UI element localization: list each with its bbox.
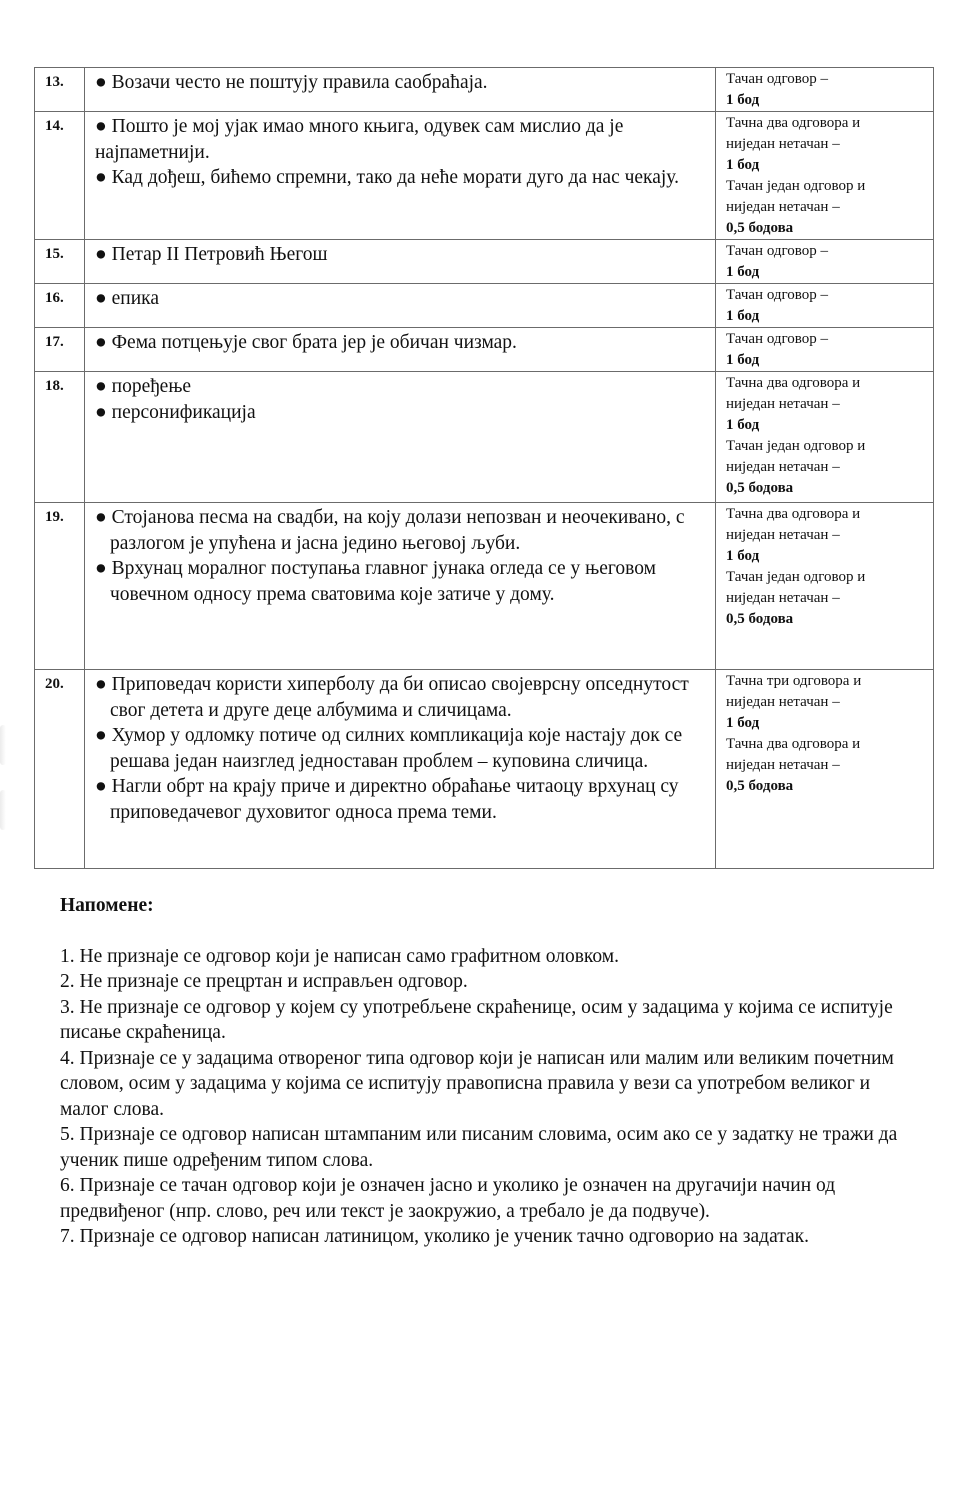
points-value: 1 бод xyxy=(726,715,760,731)
answer-text: ● Возачи често не поштују правила саобраћаја. xyxy=(95,72,488,93)
note-item: 6. Признаје се тачан одговор који је означен јасно и уколико је означен на другачији начин од предвиђеног (нпр. слово, реч или текст је заокружио, а требало је да подвуче). xyxy=(60,1175,836,1222)
points-value: 0,5 бодова xyxy=(726,778,794,794)
answer-key-body xyxy=(35,68,934,869)
answer-text: ● Хумор у одломку потиче од силних компликација које настају док се решава један наизглед једноставан проблем – куповина сличица. xyxy=(95,725,683,772)
notes-section xyxy=(60,893,910,1250)
answer-cell xyxy=(85,284,716,328)
table-row xyxy=(35,372,934,503)
note-item: 2. Не признаје се прецртан и исправљен одговор. xyxy=(60,971,468,992)
scoring-rule: Тачна три одговора и xyxy=(726,673,862,689)
note-item: 1. Не признаје се одговор који је написан само графитном оловком. xyxy=(60,945,619,967)
task-number: 13. xyxy=(35,68,85,112)
answer-cell xyxy=(85,328,716,372)
answer-text: ● Петар II Петровић Његош xyxy=(95,244,328,265)
scoring-cell xyxy=(716,670,934,869)
answer-key-table xyxy=(34,67,934,869)
table-row xyxy=(35,503,934,670)
page-edge-shadow xyxy=(0,790,6,830)
scoring-rule: ниједан нетачан – xyxy=(726,199,840,215)
scoring-rule: Тачна два одговора и xyxy=(726,736,861,752)
points-value: 0,5 бодова xyxy=(726,480,794,496)
task-number: 19. xyxy=(35,503,85,670)
task-number: 18. xyxy=(35,372,85,503)
scoring-rule: ниједан нетачан – xyxy=(726,590,840,606)
points-value: 1 бод xyxy=(726,548,760,564)
scoring-cell xyxy=(716,284,934,328)
scoring-rule: Тачан одговор – xyxy=(726,71,829,87)
points-value: 0,5 бодова xyxy=(726,611,794,627)
table-row xyxy=(35,240,934,284)
scoring-rule: Тачан одговор – xyxy=(726,331,829,347)
page-edge-shadow xyxy=(0,725,6,765)
answer-text: ● епика xyxy=(95,288,160,309)
answer-cell xyxy=(85,112,716,240)
table-row xyxy=(35,328,934,372)
task-number: 16. xyxy=(35,284,85,328)
scoring-cell xyxy=(716,503,934,670)
answer-cell xyxy=(85,372,716,503)
points-value: 1 бод xyxy=(726,92,760,108)
answer-cell xyxy=(85,240,716,284)
scoring-rule: Тачна два одговора и xyxy=(726,506,861,522)
table-row xyxy=(35,670,934,869)
scoring-rule: Тачна два одговора и xyxy=(726,375,861,391)
answer-cell xyxy=(85,68,716,112)
scoring-rule: ниједан нетачан – xyxy=(726,694,840,710)
points-value: 1 бод xyxy=(726,157,760,173)
answer-text: ● персонификација xyxy=(95,401,256,423)
scoring-rule: Тачан један одговор и xyxy=(726,569,866,585)
points-value: 1 бод xyxy=(726,264,760,280)
scoring-rule: Тачан један одговор и xyxy=(726,438,866,454)
note-item: 4. Признаје се у задацима отвореног типа одговор који је написан или малим или великим почетним словом, осим у задацима у којима се испитују правописна правила у вези са употребом великог и малог слова. xyxy=(60,1047,894,1120)
scoring-rule: Тачан одговор – xyxy=(726,287,829,303)
scoring-cell xyxy=(716,240,934,284)
answer-text: ● Кад дођеш, бићемо спремни, тако да неће морати дуго да нас чекају. xyxy=(95,167,679,188)
scoring-rule: Тачан један одговор и xyxy=(726,178,866,194)
scoring-rule: Тачна два одговора и xyxy=(726,115,861,131)
answer-text: ● Приповедач користи хиперболу да би описао својеврсну опседнутост свог детета и друге деце албумима и сличицама. xyxy=(95,674,689,721)
answer-cell xyxy=(85,670,716,869)
scoring-rule: ниједан нетачан – xyxy=(726,757,840,773)
answer-text: ● Стојанова песма на свадби, на коју долази непозван и неочекивано, с разлогом је упућена и јасна једино његовој љуби. xyxy=(95,507,685,554)
answer-cell xyxy=(85,503,716,670)
answer-text: ● поређење xyxy=(95,376,192,397)
scoring-cell xyxy=(716,328,934,372)
points-value: 0,5 бодова xyxy=(726,220,794,236)
answer-text: ● Фема потцењује свог брата јер је обичан чизмар. xyxy=(95,332,517,353)
table-row xyxy=(35,68,934,112)
note-item: 3. Не признаје се одговор у којем су употребљене скраћенице, осим у задацима у којима се испитује писање скраћеница. xyxy=(60,996,893,1043)
scoring-rule: ниједан нетачан – xyxy=(726,459,840,475)
points-value: 1 бод xyxy=(726,308,760,324)
scoring-cell xyxy=(716,372,934,503)
table-row xyxy=(35,112,934,240)
task-number: 20. xyxy=(35,670,85,869)
notes-list xyxy=(60,944,910,1250)
answer-text: ● Врхунац моралног поступања главног јунака огледа се у његовом човечном односу према сватовима које затиче у дому. xyxy=(95,558,656,605)
scoring-rule: ниједан нетачан – xyxy=(726,136,840,152)
task-number: 15. xyxy=(35,240,85,284)
points-value: 1 бод xyxy=(726,417,760,433)
scoring-rule: ниједан нетачан – xyxy=(726,527,840,543)
points-value: 1 бод xyxy=(726,352,760,368)
answer-text: ● Нагли обрт на крају приче и директно обраћање читаоцу врхунац су приповедачевог духовитог односа према теми. xyxy=(95,776,679,823)
task-number: 17. xyxy=(35,328,85,372)
scoring-cell xyxy=(716,112,934,240)
note-item: 7. Признаје се одговор написан латиницом, уколико је ученик тачно одговорио на задатак. xyxy=(60,1226,809,1247)
note-item: 5. Признаје се одговор написан штампаним или писаним словима, осим ако се у задатку не тражи да ученик пише одређеним типом слова. xyxy=(60,1124,898,1171)
scoring-rule: Тачан одговор – xyxy=(726,243,829,259)
scoring-cell xyxy=(716,68,934,112)
scoring-rule: ниједан нетачан – xyxy=(726,396,840,412)
table-row xyxy=(35,284,934,328)
answer-text: ● Пошто је мој ујак имао много књига, одувек сам мислио да је најпаметнији. xyxy=(95,116,624,163)
task-number: 14. xyxy=(35,112,85,240)
notes-title: Напомене: xyxy=(60,895,154,916)
